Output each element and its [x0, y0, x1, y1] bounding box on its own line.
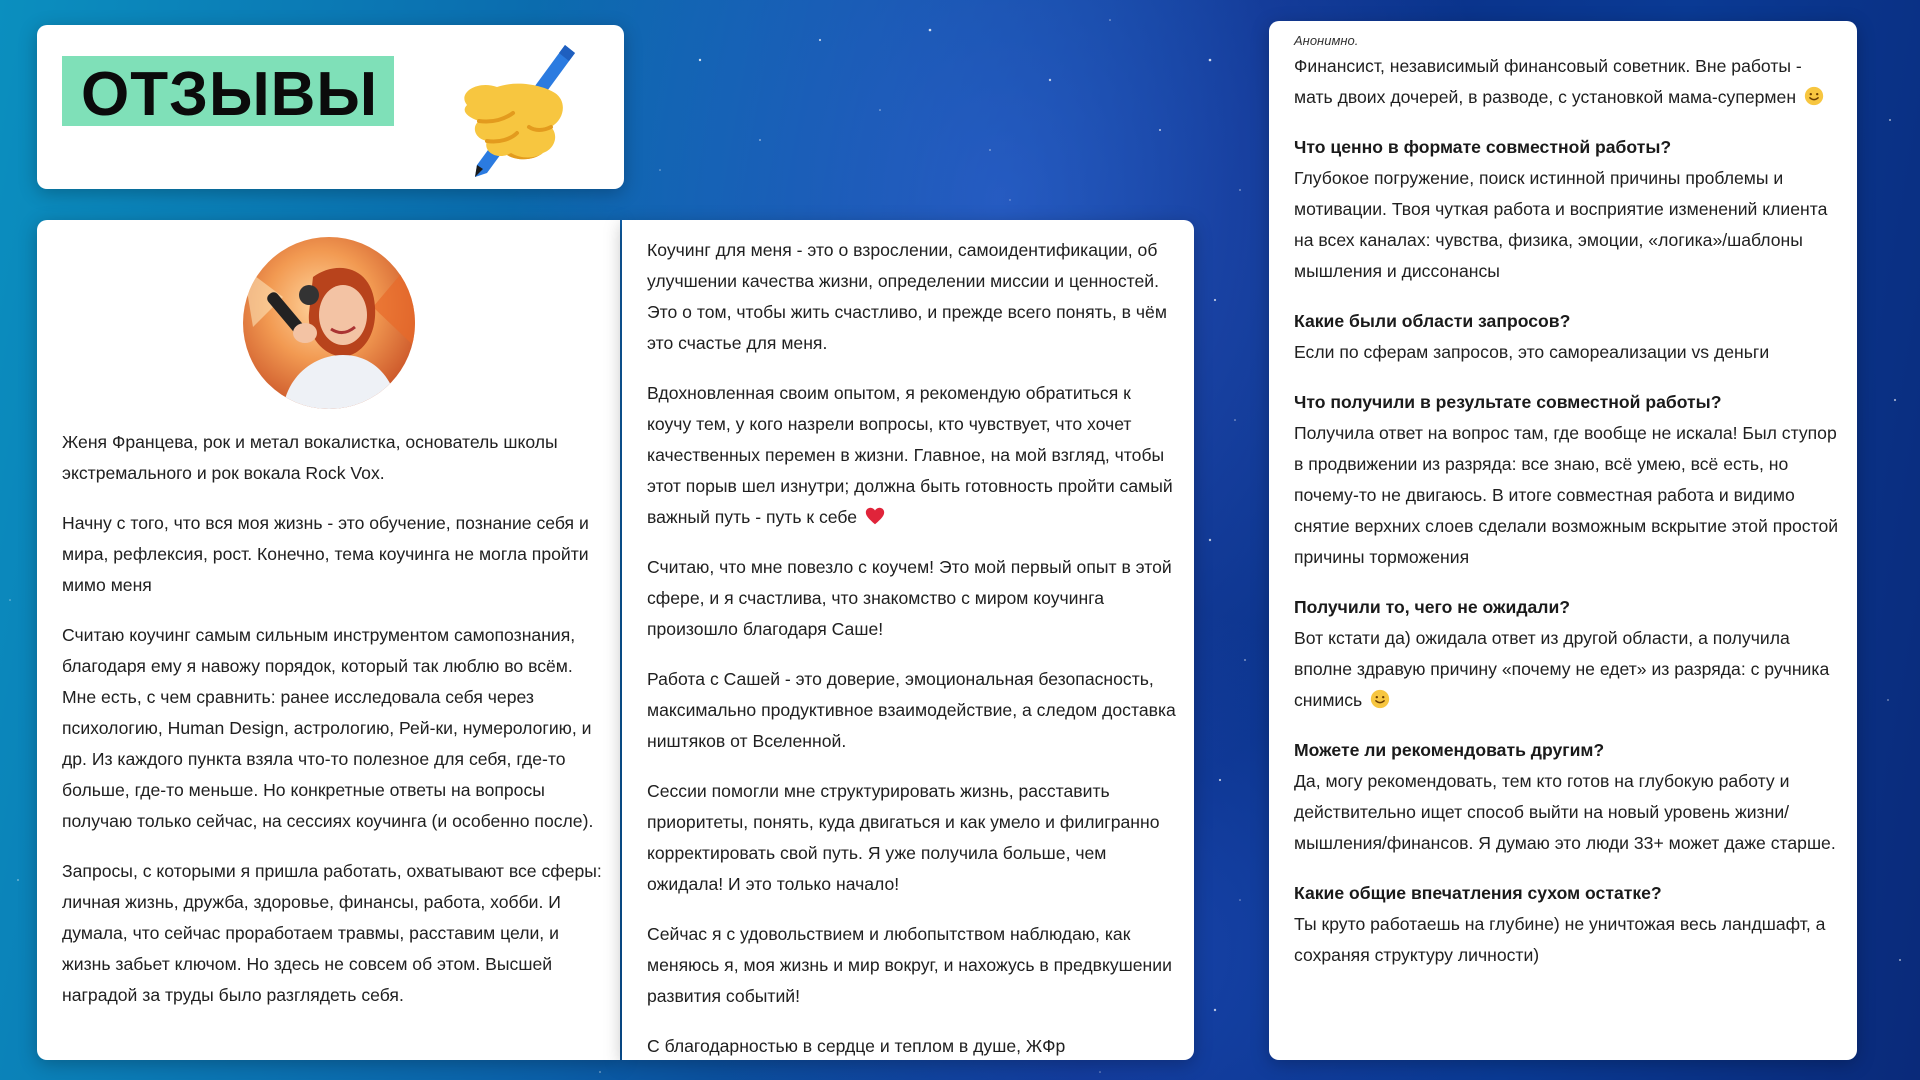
review-paragraph: Запросы, с которыми я пришла работать, охватывают все сферы: личная жизнь, дружба, здоровье, финансы, работа, хобби. И думала, что сейчас проработаем травмы, расставим цели, и жизнь забьет ключом. Но здесь не совсем об этом. Высшей наградой за труды было разглядеть себя. [62, 861, 602, 1005]
review-intro-text: Финансист, независимый финансовый советник. Вне работы - мать двоих дочерей, в разводе, с установкой мама-супермен [1294, 56, 1802, 107]
review-paragraph: Сессии помогли мне структурировать жизнь, расставить приоритеты, понять, куда двигаться и как умело и филигранно корректировать свой путь. Я уже получила больше, чем ожидала! И это только начало! [647, 781, 1160, 894]
avatar [243, 237, 415, 409]
review-answer-text: Вот кстати да) ожидала ответ из другой области, а получила вполне здравую причину «почему не едет» из разряда: с ручника снимись [1294, 628, 1830, 710]
review-answer: Если по сферам запросов, это самореализации vs деньги [1294, 342, 1770, 362]
review-paragraph: Начну с того, что вся моя жизнь - это обучение, познание себя и мира, рефлексия, рост. Конечно, тема коучинга не могла пройти мимо меня [62, 513, 589, 595]
review-paragraph: Сейчас я с удовольствием и любопытством наблюдаю, как меняюсь я, моя жизнь и мир вокруг, и нахожусь в предвкушении развития событий! [647, 924, 1172, 1006]
review-paragraph-text: Вдохновленная своим опытом, я рекомендую обратиться к коучу тем, у кого назрели вопросы, кто чувствует, что хочет качественных перемен в жизни. Главное, на мой взгляд, чтобы этот порыв шел изнутри; должна быть готовность пройти самый важный путь - путь к себе [647, 383, 1173, 527]
review-paragraph: Считаю коучинг самым сильным инструментом самопознания, благодаря ему я навожу порядок, который так люблю во всём. Мне есть, с чем сравнить: ранее исследовала себя через психологию, Human Design, астрологию, Рей-ки, нумерологию, и др. Из каждого пункта взяла что-то полезное для себя, где-то больше, где-то меньше. Но конкретные ответы на вопросы получаю только сейчас, на сессиях коучинга (и особенно после). [62, 625, 594, 831]
review-question: Какие были области запросов? [1294, 311, 1571, 331]
review-card-right [1269, 21, 1857, 1060]
review-intro: Женя Францева, рок и метал вокалистка, основатель школы экстремального и рок вокала Rock Vox. [62, 432, 558, 483]
smiling-face-icon [1369, 688, 1391, 710]
review-intro [1294, 51, 1844, 113]
review-answer: Глубокое погружение, поиск истинной причины проблемы и мотивации. Твоя чуткая работа и восприятие изменений клиента на всех каналах: чувства, физика, эмоции, «логика»/шаблоны мышления и диссонансы [1294, 168, 1828, 281]
red-heart-icon [864, 505, 886, 527]
review-card-middle [622, 220, 1194, 1060]
review-answer: Ты круто работаешь на глубине) не уничтожая весь ландшафт, а сохраняя структуру личности) [1294, 914, 1826, 965]
page-title: ОТЗЫВЫ [81, 60, 379, 129]
review-question: Что ценно в формате совместной работы? [1294, 137, 1672, 157]
title-highlight [62, 56, 394, 129]
review-answer [1294, 623, 1844, 716]
review-question: Какие общие впечатления сухом остатке? [1294, 883, 1662, 903]
review-signature: С благодарностью в сердце и теплом в душе, ЖФр [647, 1036, 1066, 1056]
writing-hand-icon [447, 35, 597, 180]
review-paragraph: Коучинг для меня - это о взрослении, самоидентификации, об улучшении качества жизни, определении миссии и ценностей. Это о том, чтобы жить счастливо, и прежде всего понять, в чём это счастье для меня. [647, 240, 1167, 353]
review-question: Можете ли рекомендовать другим? [1294, 740, 1605, 760]
singer-avatar [243, 237, 415, 409]
review-author: Анонимно. [1294, 33, 1359, 48]
review-answer: Да, могу рекомендовать, тем кто готов на глубокую работу и действительно ищет способ выйти на новый уровень жизни/мышления/финансов. Я думаю это люди 33+ может даже старше. [1294, 771, 1836, 853]
review-card-left [37, 220, 620, 1060]
review-question: Что получили в результате совместной работы? [1294, 392, 1722, 412]
review-question: Получили то, чего не ожидали? [1294, 597, 1571, 617]
review-paragraph: Работа с Сашей - это доверие, эмоциональная безопасность, максимально продуктивное взаимодействие, а следом доставка ништяков от Вселенной. [647, 669, 1176, 751]
review-answer: Получила ответ на вопрос там, где вообще не искала! Был ступор в продвижении из разряда: все знаю, всё умею, всё есть, но почему-то не двигаюсь. В итоге совместная работа и видимо снятие верхних слоев сделали возможным вскрытие этой простой причины торможения [1294, 423, 1839, 567]
review-paragraph [647, 378, 1177, 533]
review-paragraph: Считаю, что мне повезло с коучем! Это мой первый опыт в этой сфере, и я счастлива, что знакомство с миром коучинга произошло благодаря Саше! [647, 557, 1172, 639]
smiling-face-icon [1803, 85, 1825, 107]
title-card [37, 25, 624, 189]
